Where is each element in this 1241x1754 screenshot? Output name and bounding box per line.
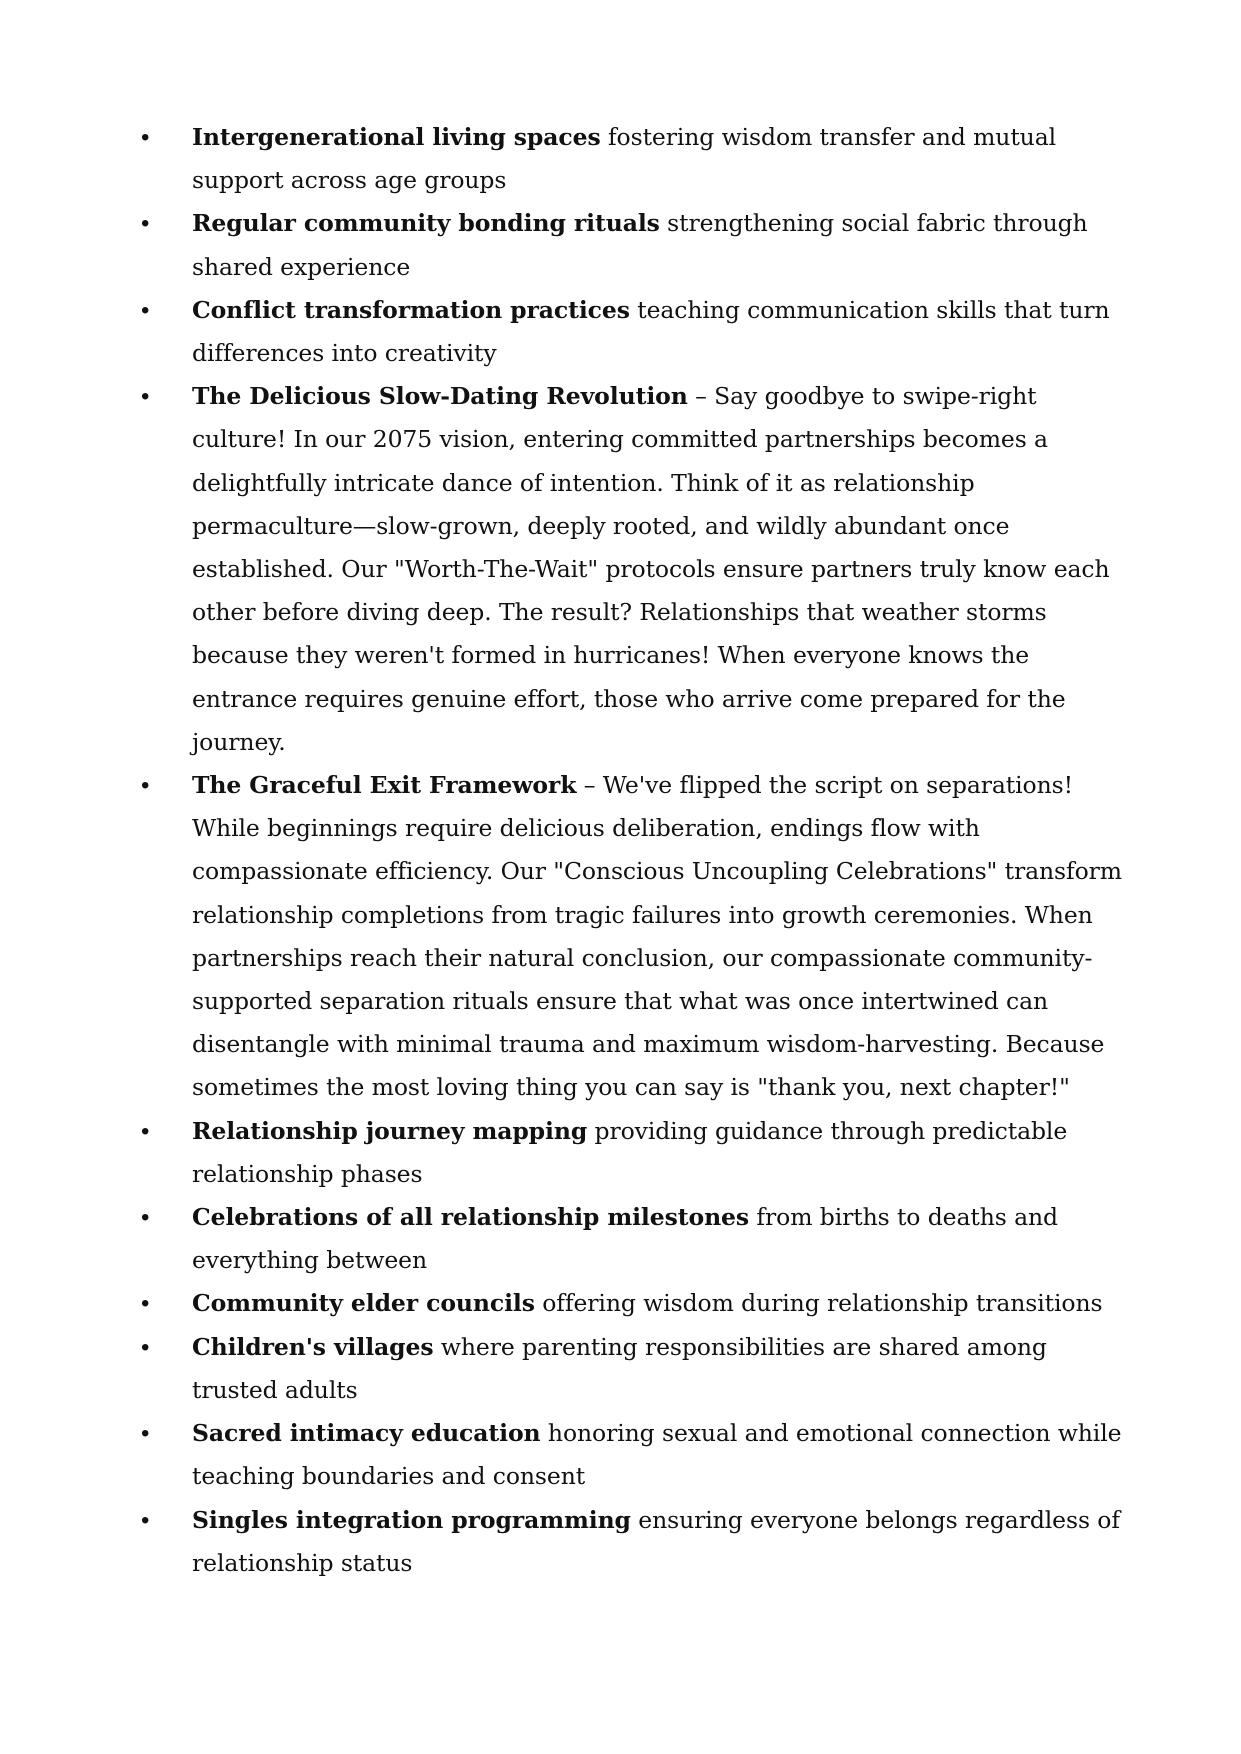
list-item [0,1282,1241,1325]
bullet-icon: • [141,1333,150,1361]
list-item [0,375,1241,764]
item-heading: Children's villages [192,1332,434,1361]
bullet-icon: • [141,124,150,151]
item-heading: Celebrations of all relationship milestones [192,1203,750,1232]
item-heading: Conflict transformation practices [192,295,630,324]
bullet-icon: • [141,772,150,800]
bullet-icon: • [141,383,150,411]
item-heading: Singles integration programming [192,1505,631,1534]
bullet-icon: • [141,210,150,238]
item-heading: Intergenerational living spaces [192,123,601,151]
list-item [0,116,1241,202]
bullet-icon: • [141,296,150,324]
list-item [0,202,1241,288]
list-item [0,1110,1241,1196]
list-item [0,1412,1241,1498]
item-text: from births to deaths and everything between [192,1203,1058,1275]
item-heading: Sacred intimacy education [192,1419,541,1448]
bullet-icon: • [141,1420,150,1448]
list-item [0,1499,1241,1585]
item-text: – Say goodbye to swipe-right culture! In our 2075 vision, entering committed partnerships becomes a delightfully intricate dance of intention. Think of it as relationship permaculture—slow-grown, deeply rooted, and wildly abundant once established. Our "Worth-The-Wait" protocols ensure partners truly know each other before diving deep. The result? Relationships that weather storms because they weren't formed in hurricanes! When everyone knows the entrance requires genuine effort, those who arrive come prepared for the journey. [192,382,1110,756]
list-item [0,289,1241,375]
item-heading: The Delicious Slow-Dating Revolution [192,382,688,411]
item-text: strengthening social fabric through shared experience [192,209,1088,281]
item-text: fostering wisdom transfer and mutual support across age groups [192,123,1057,195]
bullet-icon: • [141,1290,150,1318]
item-text: providing guidance through predictable relationship phases [192,1116,1068,1188]
item-text: ensuring everyone belongs regardless of relationship status [192,1505,1120,1577]
bullet-icon: • [141,1506,150,1534]
item-text: honoring sexual and emotional connection while teaching boundaries and consent [192,1419,1122,1491]
item-heading: The Graceful Exit Framework [192,771,577,800]
list-item [0,764,1241,1110]
bullet-icon: • [141,1204,150,1232]
item-text: – We've flipped the script on separations! While beginnings require delicious deliberation, endings flow with compassionate efficiency. Our "Conscious Uncoupling Celebrations" transform relationship completions from tragic failures into growth ceremonies. When partnerships reach their natural conclusion, our compassionate community-supported separation rituals ensure that what was once intertwined can disentangle with minimal trauma and maximum wisdom-harvesting. Because sometimes the most loving thing you can say is "thank you, next chapter!" [192,771,1122,1102]
bullet-list [0,116,1241,1585]
item-heading: Relationship journey mapping [192,1116,588,1145]
item-text: offering wisdom during relationship transitions [534,1289,1103,1318]
item-text: teaching communication skills that turn differences into creativity [192,295,1110,368]
item-text: where parenting responsibilities are shared among trusted adults [192,1332,1047,1404]
bullet-icon: • [141,1117,150,1145]
list-item [0,1196,1241,1282]
item-heading: Regular community bonding rituals [192,209,660,238]
list-item [0,1326,1241,1412]
item-heading: Community elder councils [192,1289,535,1318]
